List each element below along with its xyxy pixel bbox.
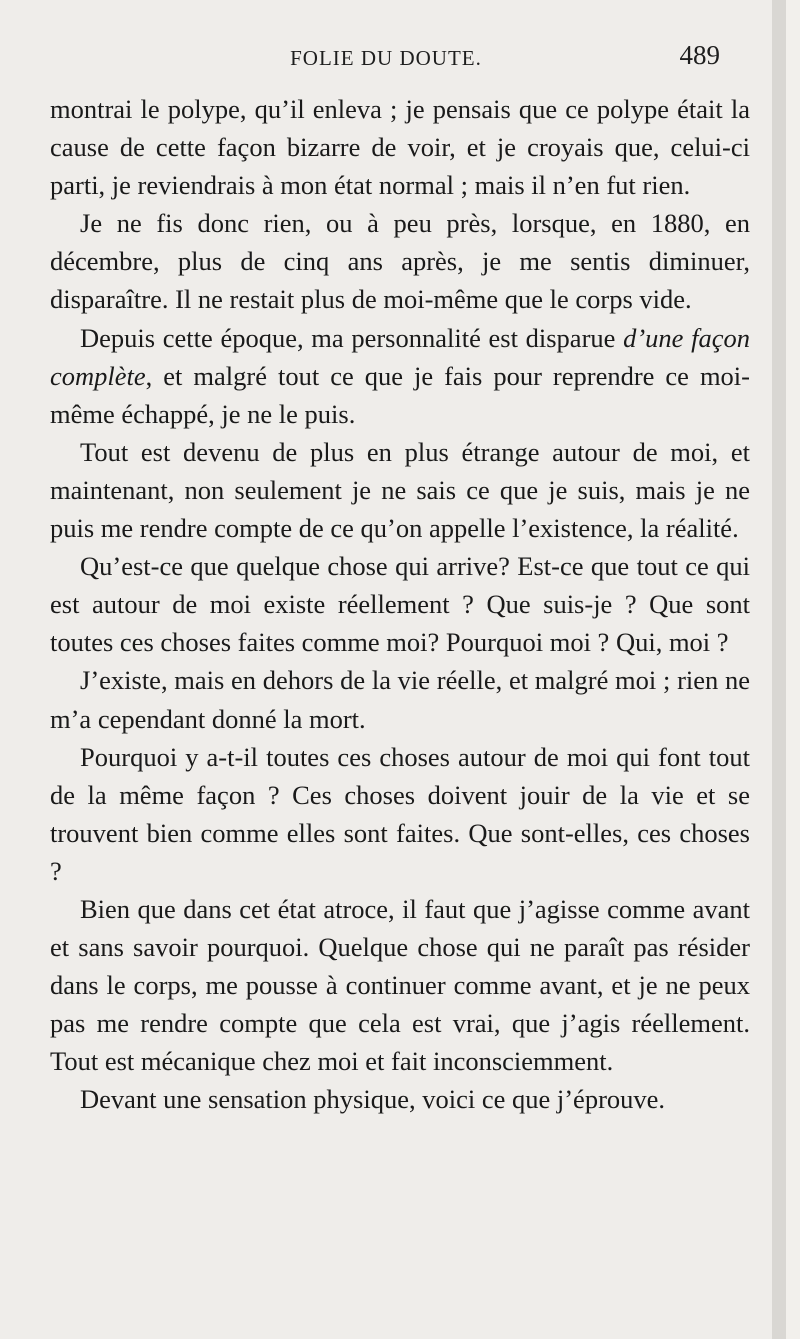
paragraph: J’existe, mais en dehors de la vie réelle, et malgré moi ; rien ne m’a cependant donné la mort.	[50, 665, 750, 734]
running-title: FOLIE DU DOUTE.	[290, 46, 482, 70]
paragraph: Qu’est-ce que quelque chose qui arrive? Est-ce que tout ce qui est autour de moi existe réellement ? Que suis-je ? Que sont toutes ces choses faites comme moi? Pourquoi moi ? Qui, moi ?	[50, 551, 750, 658]
paragraph: Devant une sensation physique, voici ce que j’éprouve.	[80, 1084, 666, 1115]
italic-emphasis: d’une façon complète	[50, 322, 750, 391]
paragraph	[50, 319, 750, 433]
body-text	[50, 90, 750, 1119]
paragraph: Bien que dans cet état atroce, il faut que j’agisse comme avant et sans savoir pourquoi. Quelque chose qui ne paraît pas résider dans le corps, me pousse à continuer comme avant, et je ne peux pas me rendre compte que cela est vrai, que j’agis réellement. Tout est mécanique chez moi et fait inconsciemment.	[50, 893, 750, 1077]
paragraph-text: , et malgré tout ce que je fais pour reprendre ce moi-même échappé, je ne le puis.	[50, 360, 750, 429]
paragraph: Je ne fis donc rien, ou à peu près, lorsque, en 1880, en décembre, plus de cinq ans après, je me sentis diminuer, disparaître. Il ne restait plus de moi-même que le corps vide.	[50, 208, 750, 315]
paragraph-continuation: montrai le polype, qu’il enleva ; je pensais que ce polype était la cause de cette façon bizarre de voir, et je croyais que, celui-ci parti, je reviendrais à mon état normal ; mais il n’en fut rien.	[50, 94, 750, 201]
paragraph: Tout est devenu de plus en plus étrange autour de moi, et maintenant, non seulement je ne sais ce que je suis, mais je ne puis me rendre compte de ce qu’on appelle l’existence, la réalité.	[50, 436, 750, 544]
page-number: 489	[679, 40, 720, 70]
paragraph: Pourquoi y a-t-il toutes ces choses autour de moi qui font tout de la même façon ? Ces choses doivent jouir de la vie et se trouvent bien comme elles sont faites. Que sont-elles, ces choses ?	[50, 741, 750, 886]
paragraph-text: Depuis cette époque, ma personnalité est disparue	[80, 322, 624, 353]
page-header	[50, 40, 722, 80]
